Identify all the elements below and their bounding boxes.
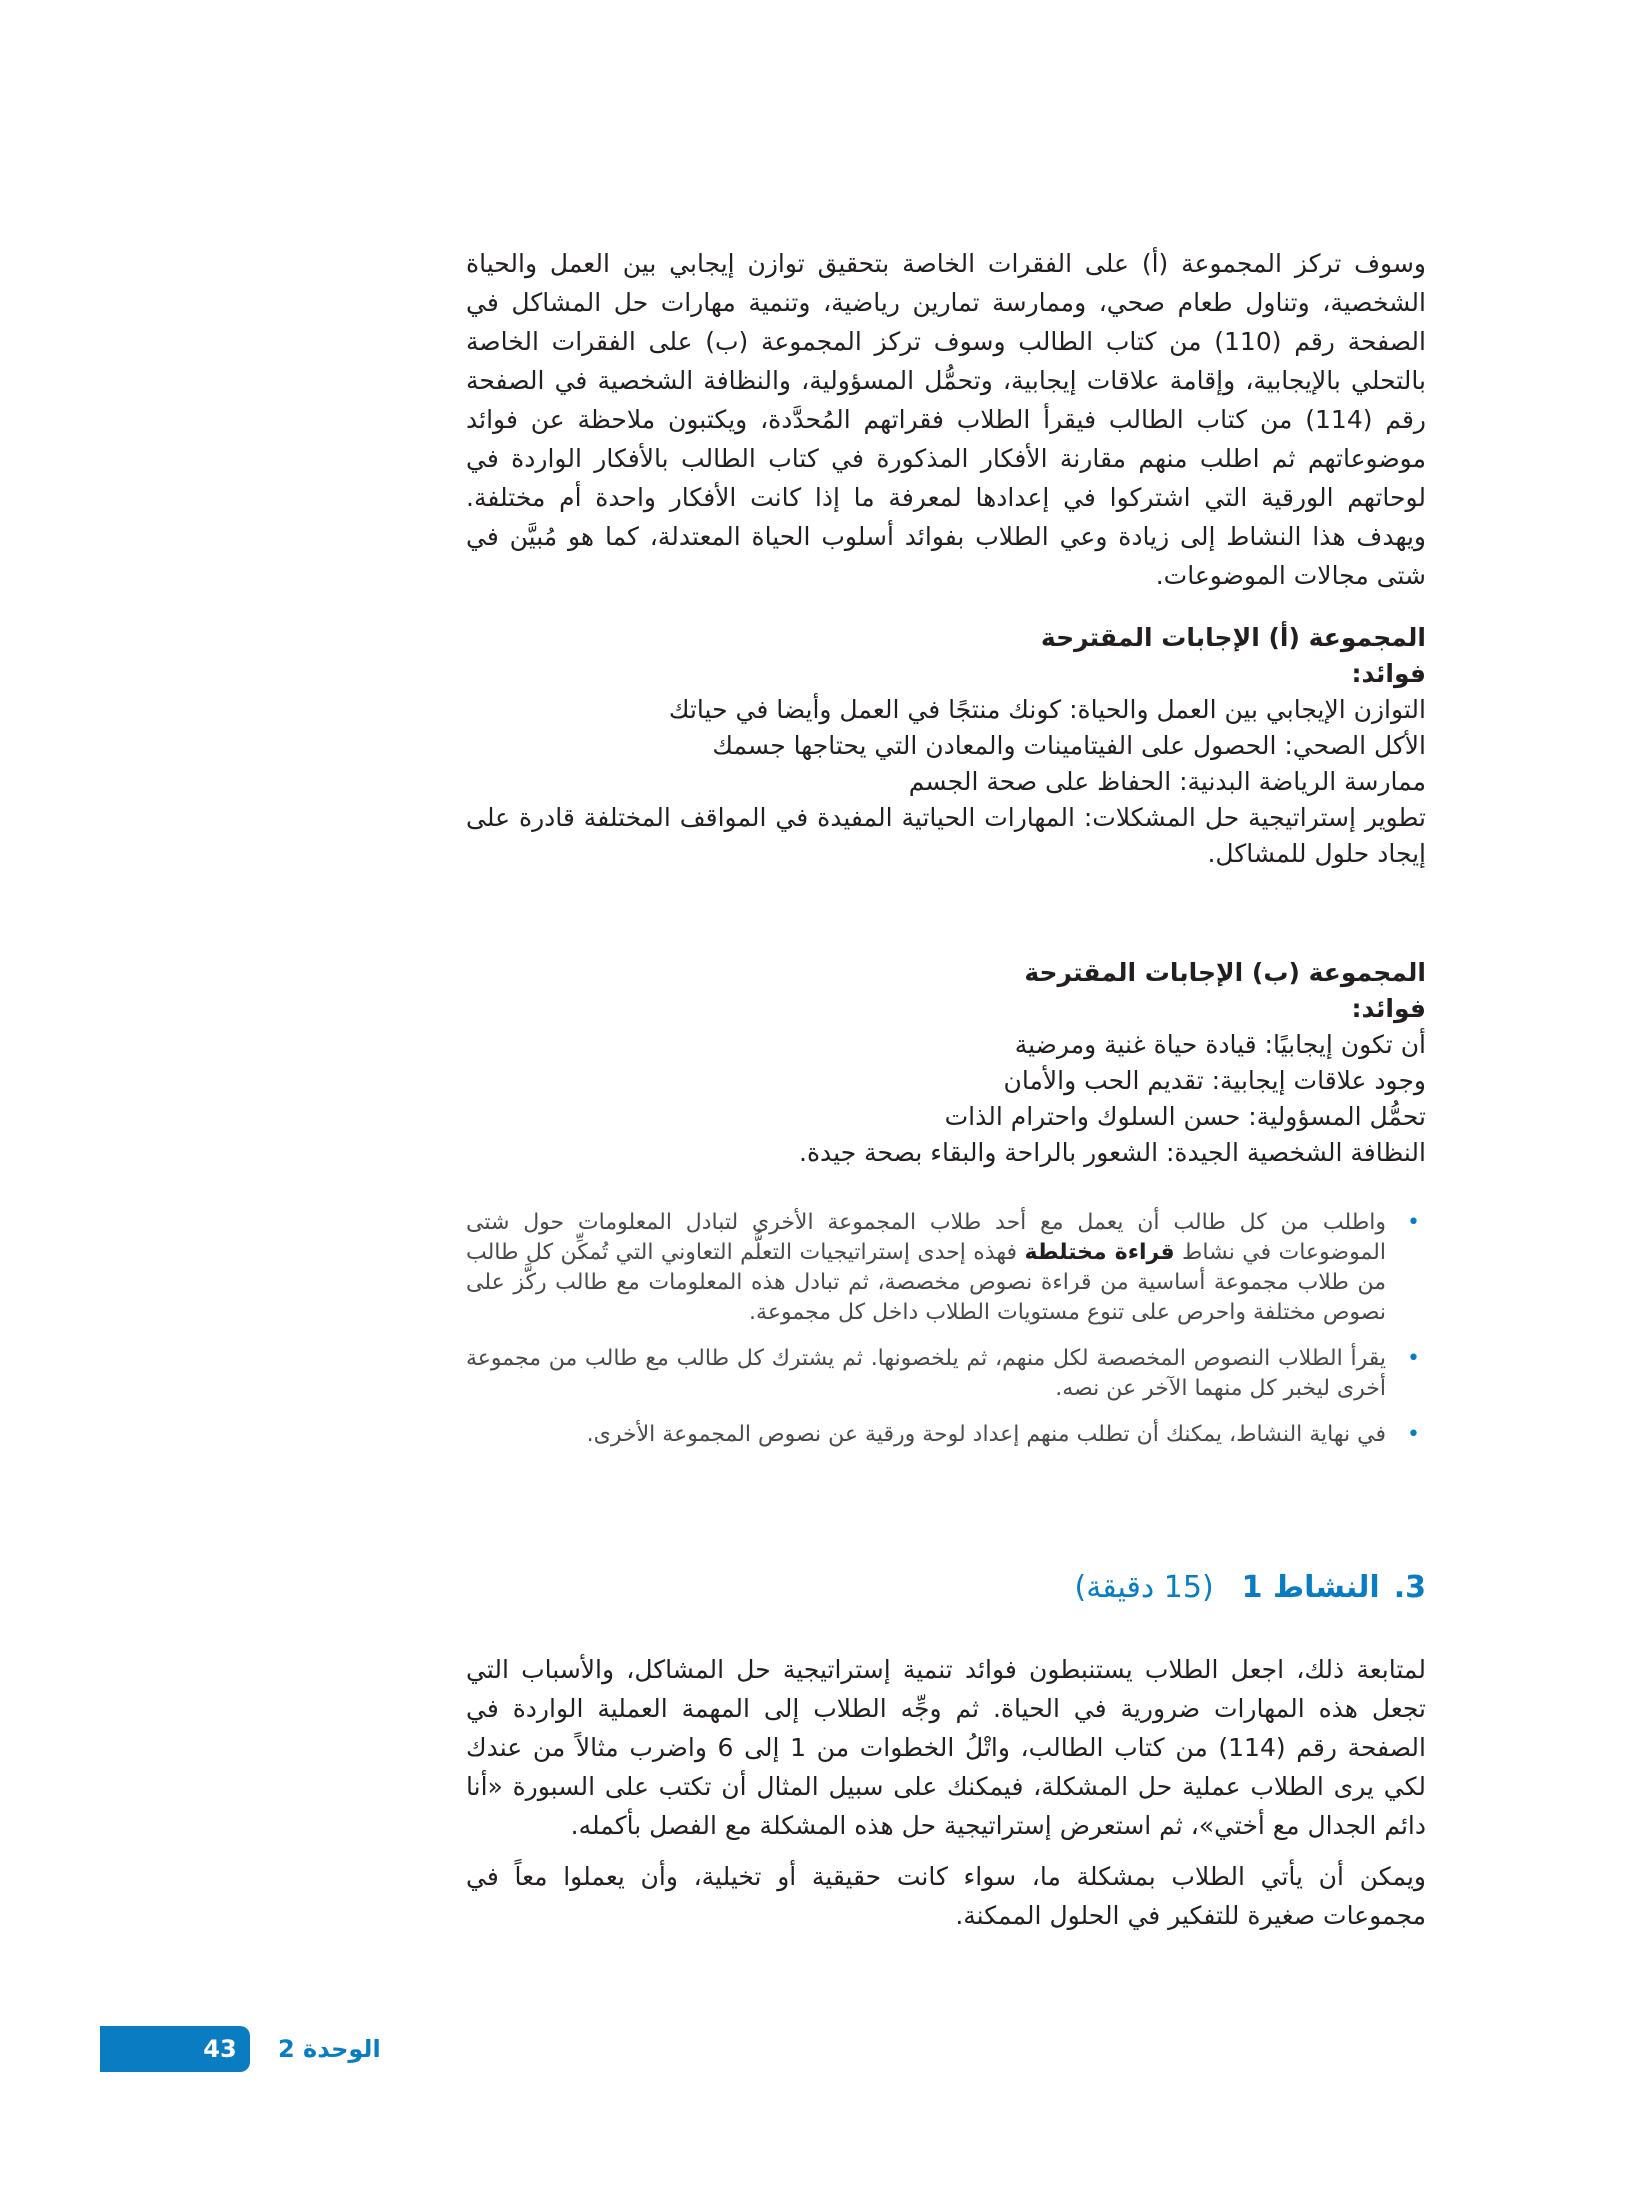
- intro-paragraph: وسوف تركز المجموعة (أ) على الفقرات الخاصة بتحقيق توازن إيجابي بين العمل والحياة الشخصية، وتناول طعام صحي، وممارسة تمارين رياضية، وتنمية مهارات حل المشاكل في الصفحة رقم (110) من كتاب الطالب وسوف تركز المجموعة (ب) على الفقرات الخاصة بالتحلي بالإيجابية، وإقامة علاقات إيجابية، وتحمُّل المسؤولية، والنظافة الشخصية في الصفحة رقم (114) من كتاب الطالب فيقرأ الطلاب فقراتهم المُحدَّدة، ويكتبون ملاحظة عن فوائد موضوعاتهم ثم اطلب منهم مقارنة الأفكار المذكورة في كتاب الطالب بالأفكار الواردة في لوحاتهم الورقية التي اشتركوا في إعدادها لمعرفة ما إذا كانت الأفكار واحدة أم مختلفة. ويهدف هذا النشاط إلى زيادة وعي الطلاب بفوائد أسلوب الحياة المعتدلة، كما هو مُبيَّن في شتى مجالات الموضوعات.: [466, 249, 1426, 590]
- page-number: 43: [203, 2035, 237, 2063]
- activity-duration: (15 دقيقة): [1074, 1570, 1214, 1605]
- activity-paragraph: لمتابعة ذلك، اجعل الطلاب يستنبطون فوائد تنمية إستراتيجية حل المشاكل، والأسباب التي تجعل هذه المهارات ضرورية في الحياة. ثم وجِّه الطلاب إلى المهمة العملية الواردة في الصفحة رقم (114) من كتاب الطالب، واتْلُ الخطوات من 1 إلى 6 واضرب مثالاً من عندك لكي يرى الطلاب عملية حل المشكلة، فيمكنك على سبيل المثال أن تكتب على السبورة «أنا دائم الجدال مع أختي»، ثم استعرض إستراتيجية حل هذه المشكلة مع الفصل بأكمله.: [466, 1655, 1426, 1840]
- bullet-item: [466, 1420, 1426, 1450]
- bullet-icon: •: [1407, 1422, 1420, 1447]
- activity-paragraph: ويمكن أن يأتي الطلاب بمشكلة ما، سواء كانت حقيقية أو تخيلية، وأن يعملوا معاً في مجموعات صغيرة للتفكير في الحلول الممكنة.: [466, 1862, 1426, 1930]
- group-a-item: ممارسة الرياضة البدنية: الحفاظ على صحة الجسم: [908, 767, 1426, 796]
- group-a-item: التوازن الإيجابي بين العمل والحياة: كونك منتجًا في العمل وأيضا في حياتك: [668, 695, 1426, 724]
- group-b-item: أن تكون إيجابيًا: قيادة حياة غنية ومرضية: [1014, 1030, 1426, 1059]
- group-a-section: [466, 620, 1426, 872]
- group-b-section: [466, 955, 1426, 1171]
- activity-section: [466, 1650, 1426, 1935]
- group-a-heading: المجموعة (أ) الإجابات المقترحة: [1040, 623, 1426, 652]
- group-b-item: تحمُّل المسؤولية: حسن السلوك واحترام الذات: [944, 1102, 1426, 1131]
- group-b-heading: المجموعة (ب) الإجابات المقترحة: [1024, 958, 1426, 987]
- group-b-item: وجود علاقات إيجابية: تقديم الحب والأمان: [1003, 1066, 1426, 1095]
- activity-number: 3.: [1393, 1570, 1426, 1605]
- bullet-icon: •: [1407, 1210, 1420, 1235]
- bullet-item: [466, 1208, 1426, 1328]
- bullet-bold-term: قراءة مختلطة: [1024, 1240, 1175, 1265]
- group-a-item: الأكل الصحي: الحصول على الفيتامينات والمعادن التي يحتاجها جسمك: [712, 731, 1426, 760]
- unit-label: الوحدة 2: [278, 2035, 381, 2063]
- instruction-bullet-list: [466, 1208, 1426, 1466]
- activity-heading: [466, 1568, 1426, 1608]
- bullet-item: [466, 1344, 1426, 1404]
- bullet-icon: •: [1407, 1346, 1420, 1371]
- bullet-text: في نهاية النشاط، يمكنك أن تطلب منهم إعداد لوحة ورقية عن نصوص المجموعة الأخرى.: [586, 1422, 1386, 1447]
- bullet-text-end: فهذه إحدى إستراتيجيات التعلُّم التعاوني التي تُمكِّن كل طالب من طلاب مجموعة أساسية من قراءة نصوص مخصصة، ثم تبادل هذه المعلومات مع طالب ركَّز على نصوص مختلفة واحرص على تنوع مستويات الطلاب داخل كل مجموعة.: [466, 1240, 1386, 1325]
- bullet-text-start: واطلب من كل طالب أن يعمل مع أحد طلاب المجموعة الأخرى لتبادل المعلومات حول شتى الموضوعات في نشاط: [466, 1210, 1386, 1265]
- group-a-item: تطوير إستراتيجية حل المشكلات: المهارات الحياتية المفيدة في المواقف المختلفة قادرة على إيجاد حلول للمشاكل.: [466, 803, 1426, 868]
- activity-name: النشاط 1: [1241, 1570, 1380, 1605]
- group-b-subheading: فوائد:: [1351, 994, 1426, 1023]
- intro-section: [466, 244, 1426, 595]
- bullet-text: يقرأ الطلاب النصوص المخصصة لكل منهم، ثم يلخصونها. ثم يشترك كل طالب مع طالب من مجموعة أخرى ليخبر كل منهما الآخر عن نصه.: [466, 1346, 1386, 1401]
- group-a-subheading: فوائد:: [1351, 659, 1426, 688]
- group-b-item: النظافة الشخصية الجيدة: الشعور بالراحة والبقاء بصحة جيدة.: [799, 1138, 1426, 1167]
